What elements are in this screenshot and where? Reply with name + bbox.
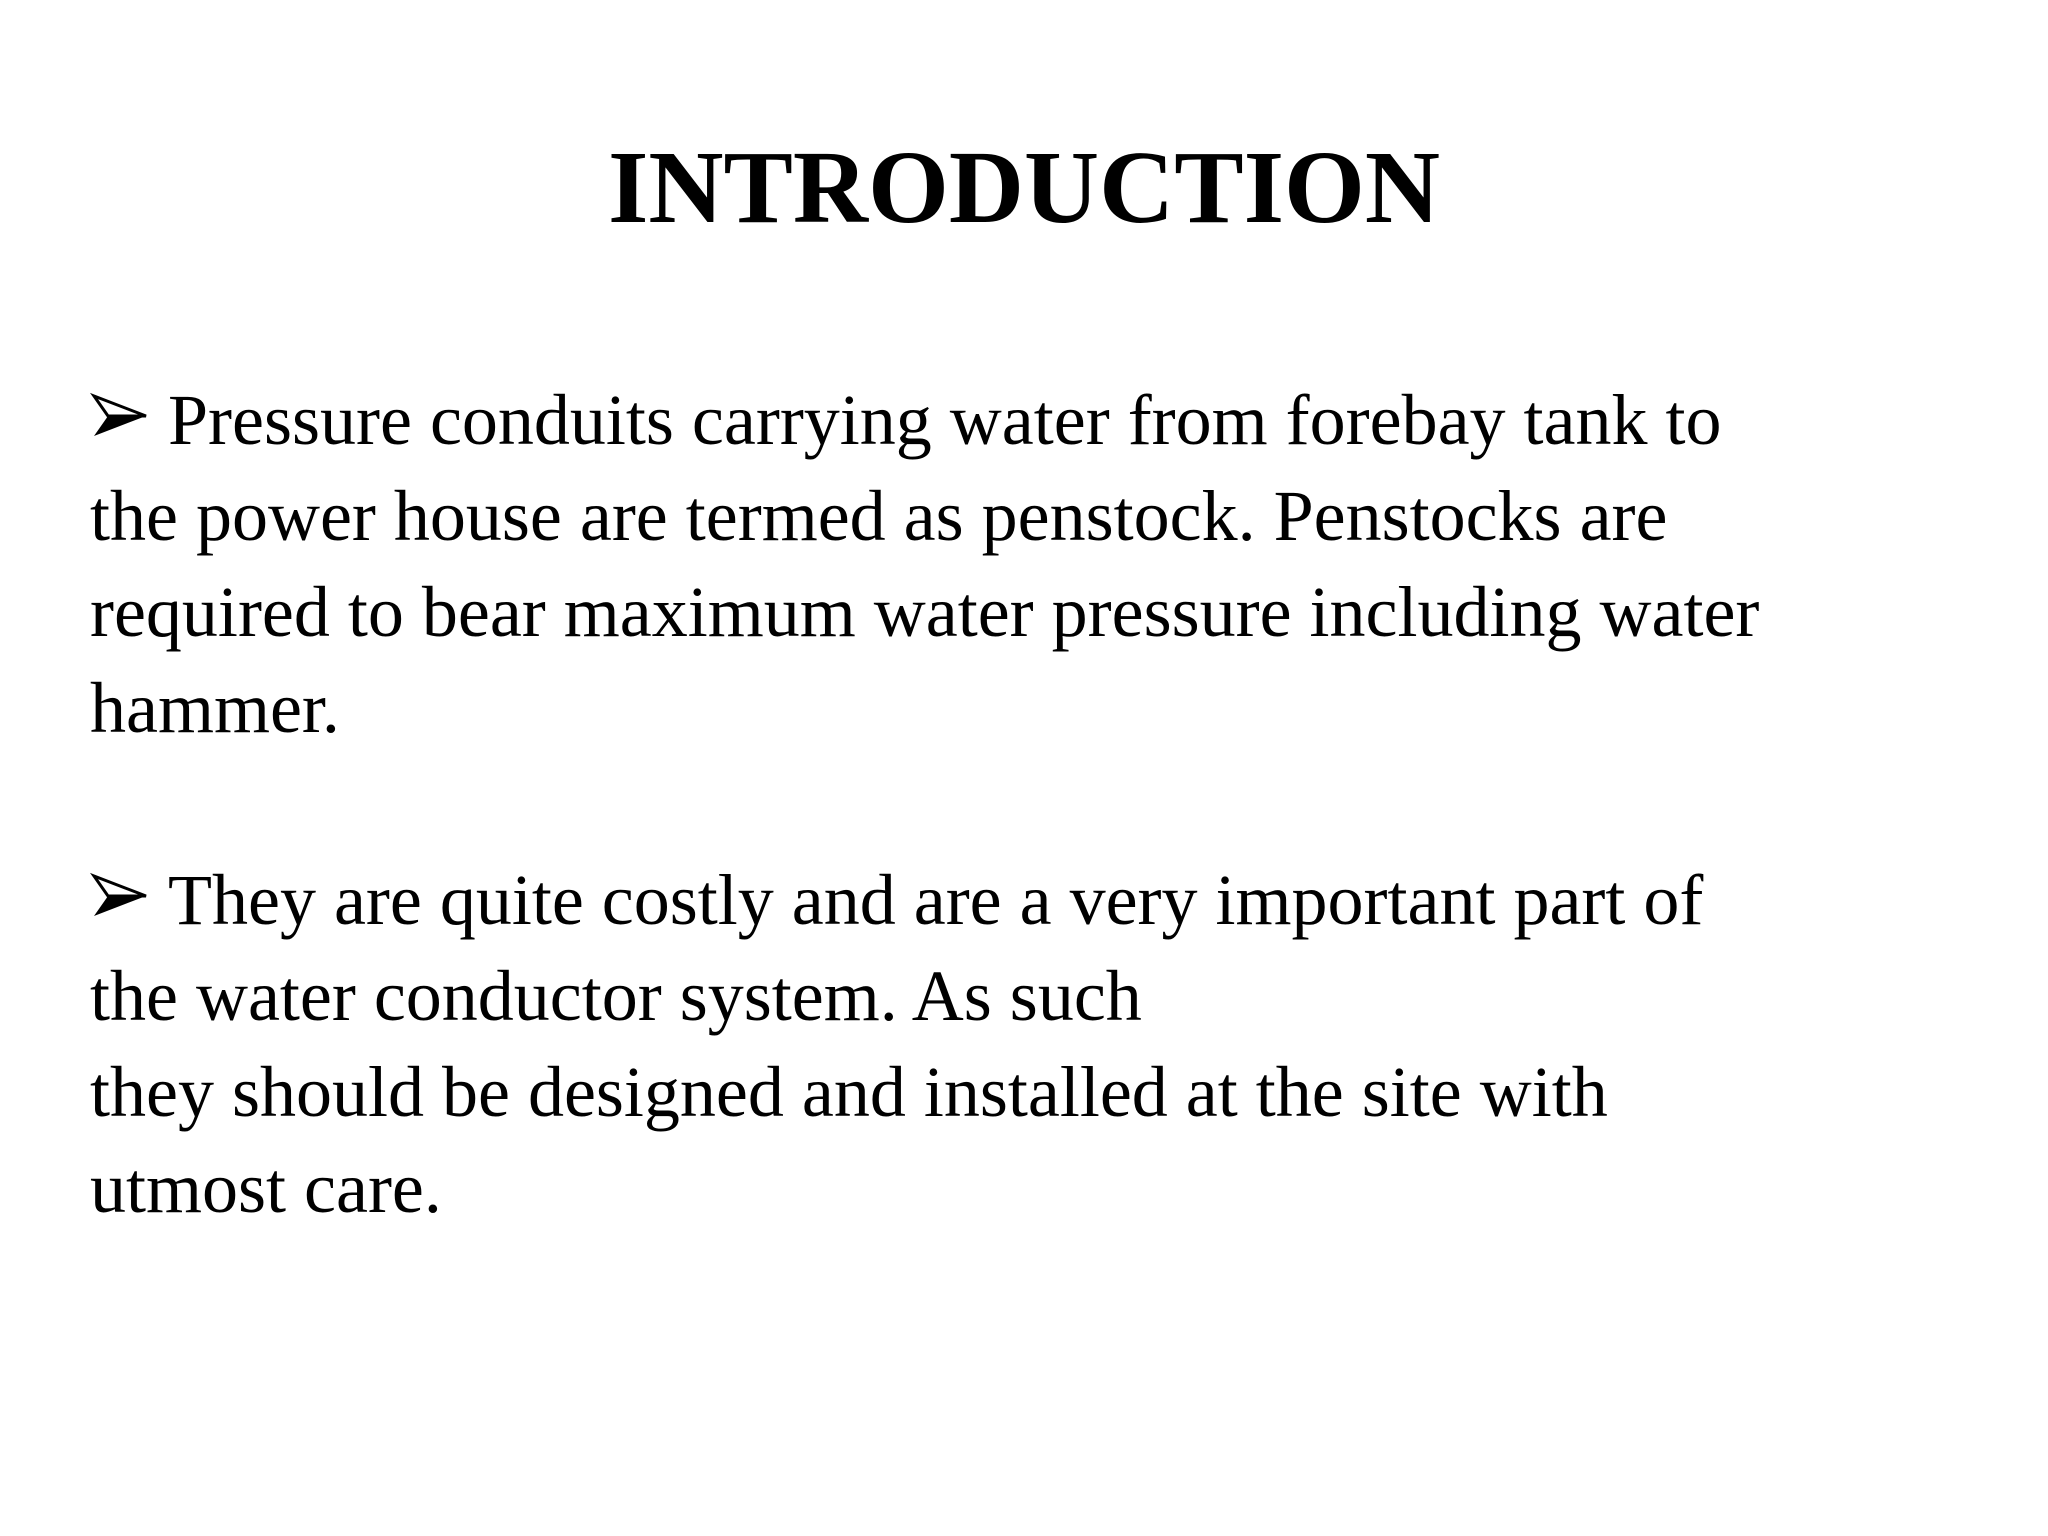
paragraph-line: utmost care.: [90, 1148, 442, 1228]
arrowhead-bullet-icon: [90, 386, 150, 446]
arrowhead-bullet-icon: [90, 866, 150, 926]
slide-title: INTRODUCTION: [607, 130, 1441, 245]
bullet-paragraph-2: [90, 852, 2010, 1236]
bullet-paragraph-1: [90, 372, 2010, 756]
paragraph-line-text: Pressure conduits carrying water from forebay tank to: [168, 380, 1722, 460]
paragraph-line: [90, 852, 2010, 948]
slide-content: [90, 372, 2010, 1236]
paragraph-line: the water conductor system. As such: [90, 956, 1142, 1036]
paragraph-line: required to bear maximum water pressure including water: [90, 572, 1760, 652]
paragraph-line-text: They are quite costly and are a very important part of: [168, 860, 1704, 940]
paragraph-line: they should be designed and installed at the site with: [90, 1052, 1608, 1132]
paragraph-line: hammer.: [90, 668, 340, 748]
paragraph-line: the power house are termed as penstock. Penstocks are: [90, 476, 1668, 556]
paragraph-line: [90, 372, 2010, 468]
